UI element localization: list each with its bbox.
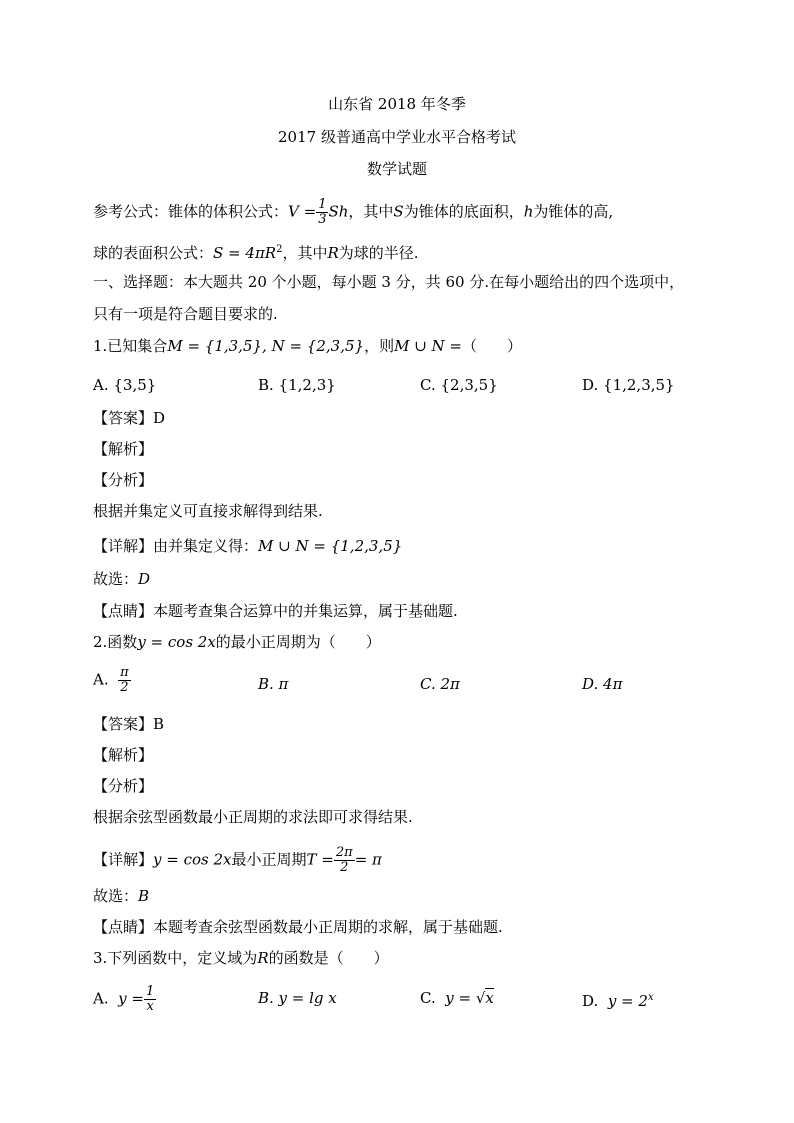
q2-detail-label: 【详解】 [93,850,154,869]
q2-answer: 【答案】B [93,715,165,733]
formula-sphere [93,240,419,263]
formula-text: 为锥体的高, [533,202,614,221]
q2-analysis-heading: 【解析】 [93,746,154,764]
q3-option-c-radicand: x [485,989,494,1007]
q1-stem-sets: M = {1,3,5}, N = {2,3,5} [167,337,365,355]
sqrt-icon: √ [475,989,486,1007]
q3-option-c [420,988,494,1008]
q3-stem [93,948,389,968]
q2-option-a-label: A. [93,670,109,689]
formula-sphere-expr: S = 4πR [213,244,277,262]
fraction-denominator: 2 [118,680,131,695]
q2-detail-expr: y = cos 2x [153,850,232,869]
q2-detail-end: = π [354,850,382,869]
formula-text: ，其中 [282,244,328,262]
q1-stem-text: ，则 [364,337,395,355]
section-heading-line-1: 一、选择题：本大题共 20 个小题，每小题 3 分，共 60 分.在每小题给出的四个选项中， [93,273,685,291]
q2-option-a [93,666,131,695]
q1-analysis-heading: 【解析】 [93,440,154,458]
q1-detail [93,536,402,556]
q1-option-b: B. {1,2,3} [258,376,336,394]
q1-option-d: D. {1,2,3,5} [582,376,675,394]
q2-stem-text: 的最小正周期为（ ） [215,633,381,651]
q2-option-b: B. π [258,675,289,693]
formula-cone-rhs: Sh [328,202,349,221]
fraction-denominator: 2 [340,860,349,875]
q2-detail-fraction [334,846,355,875]
q2-choose [93,886,149,906]
q2-choose-label: 故选： [93,887,139,905]
q2-option-d: D. 4π [582,675,623,693]
q2-comment: 【点睛】本题考查余弦型函数最小正周期的求解，属于基础题. [93,918,503,936]
q2-detail [93,846,382,875]
q2-stem [93,632,381,652]
q3-option-b: B. y = lg x [258,989,337,1007]
q2-fenxi-text: 根据余弦型函数最小正周期的求法即可求得结果. [93,808,413,826]
q3-option-c-label: C. [420,989,436,1007]
formula-cone-lhs: V = [288,202,317,221]
header-line-1: 山东省 2018 年冬季 [328,95,466,113]
q2-detail-t: T = [306,850,334,869]
q1-choose-label: 故选： [93,570,139,588]
q2-option-c: C. 2π [420,675,460,693]
q1-stem [93,336,522,356]
q2-fenxi-heading: 【分析】 [93,777,154,795]
q1-detail-text: 由并集定义得： [153,537,259,555]
q1-stem-blank: （ ） [462,337,523,355]
formula-cone-fraction [316,198,328,227]
header-line-2: 2017 级普通高中学业水平合格考试 [278,128,516,146]
q1-stem-expr: M ∪ N = [394,337,463,355]
q1-stem-text: 1.已知集合 [93,337,168,355]
q3-stem-text: 3.下列函数中，定义域为 [93,949,258,967]
fraction-numerator: 2π [335,845,353,860]
q3-option-d-expr: y = 2 [607,992,648,1010]
formula-text: ，其中 [348,202,394,221]
formula-sup: 2 [276,244,283,255]
formula-symbol: h [523,202,534,221]
fraction-denominator: 3 [318,212,327,227]
section-heading-line-2: 只有一项是符合题目要求的. [93,305,278,323]
q1-comment: 【点睛】本题考查集合运算中的并集运算，属于基础题. [93,602,458,620]
header-title: 数学试题 [366,160,427,178]
q1-choose-value: D [138,570,151,588]
q3-stem-text: 的函数是（ ） [268,949,389,967]
fraction-denominator: x [146,999,154,1014]
formula-cone [93,198,613,227]
q2-detail-text: 最小正周期 [231,850,307,869]
q1-option-c: C. {2,3,5} [420,376,498,394]
formula-sphere-label: 球的表面积公式： [93,244,214,262]
q1-fenxi-heading: 【分析】 [93,471,154,489]
q2-option-a-fraction [118,666,131,695]
q3-stem-symbol: R [257,949,269,967]
q3-option-d [582,988,654,1011]
q1-fenxi-text: 根据并集定义可直接求解得到结果. [93,502,323,520]
fraction-numerator: π [120,665,129,680]
q3-option-c-lhs: y = [445,989,472,1007]
q2-stem-expr: y = cos 2x [137,633,216,651]
formula-text: 为球的半径. [338,244,419,262]
q1-answer: 【答案】D [93,409,166,427]
formula-cone-label: 参考公式：锥体的体积公式： [93,202,289,221]
q3-option-a [93,985,156,1014]
q3-option-d-label: D. [582,992,599,1010]
q3-option-a-lhs: y = [118,989,144,1008]
q3-option-d-sup: x [647,992,654,1003]
q1-detail-label: 【详解】 [93,537,154,555]
q2-stem-text: 2.函数 [93,633,138,651]
q1-choose [93,569,150,589]
formula-text: 为锥体的底面积， [403,202,524,221]
q3-option-a-fraction [144,985,156,1014]
fraction-numerator: 1 [318,197,327,212]
formula-symbol: S [393,202,404,221]
formula-symbol: R [327,244,339,262]
q3-option-a-label: A. [93,989,109,1008]
q1-detail-expr: M ∪ N = {1,2,3,5} [258,537,403,555]
q1-option-a: A. {3,5} [93,376,157,394]
q2-choose-value: B [138,887,150,905]
fraction-numerator: 1 [145,984,155,999]
